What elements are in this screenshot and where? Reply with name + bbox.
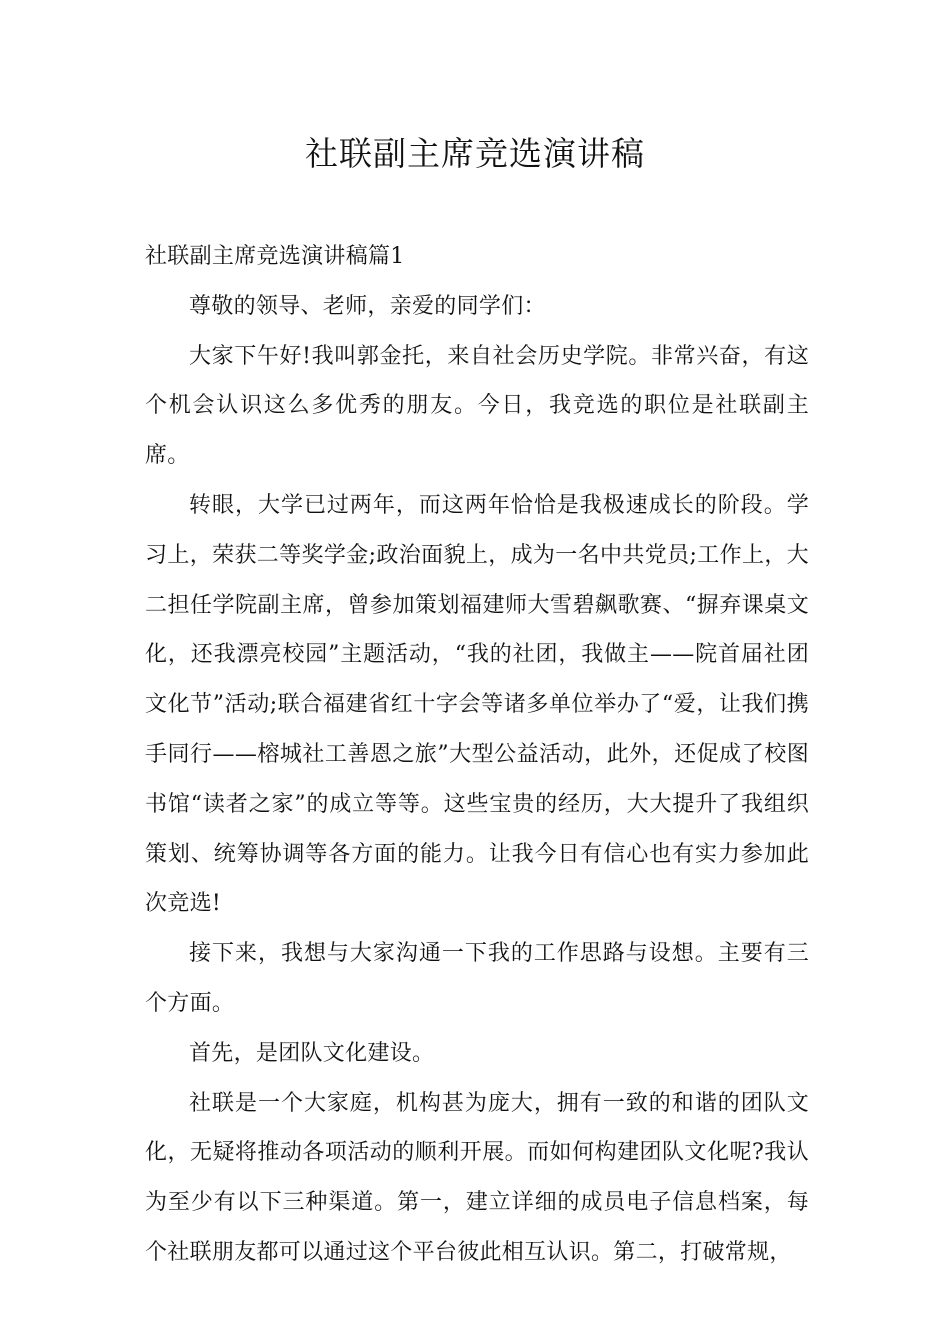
paragraph-plan-intro: 接下来，我想与大家沟通一下我的工作思路与设想。主要有三个方面。 [145,941,809,1016]
paragraph-first-point: 首先，是团队文化建设。 [189,1040,435,1066]
paragraph-introduction: 大家下午好!我叫郭金托，来自社会历史学院。非常兴奋，有这个机会认识这么多优秀的朋友。今日，我竞选的职位是社联副主席。 [145,343,809,469]
document-title: 社联副主席竞选演讲稿 [305,134,645,173]
paragraph-team-culture: 社联是一个大家庭，机构甚为庞大，拥有一致的和谐的团队文化，无疑将推动各项活动的顺利开展。而如何构建团队文化呢?我认为至少有以下三种渠道。第一，建立详细的成员电子信息档案，每个社联朋友都可以通过这个平台彼此相互认识。第二，打破常规， [145,1090,809,1265]
document-body [145,232,809,1278]
paragraph-experience: 转眼，大学已过两年，而这两年恰恰是我极速成长的阶段。学习上，荣获二等奖学金;政治面貌上，成为一名中共党员;工作上，大二担任学院副主席，曾参加策划福建师大雪碧飙歌赛、“摒弃课桌文化，还我漂亮校园”主题活动，“我的社团，我做主——院首届社团文化节”活动;联合福建省红十字会等诸多单位举办了“爱，让我们携手同行——榕城社工善恩之旅”大型公益活动，此外，还促成了校图书馆“读者之家”的成立等等。这些宝贵的经历，大大提升了我组织策划、统筹协调等各方面的能力。让我今日有信心也有实力参加此次竞选! [145,492,809,917]
paragraph-greeting: 尊敬的领导、老师，亲爱的同学们： [189,293,546,319]
section-subtitle: 社联副主席竞选演讲稿篇1 [145,244,405,269]
